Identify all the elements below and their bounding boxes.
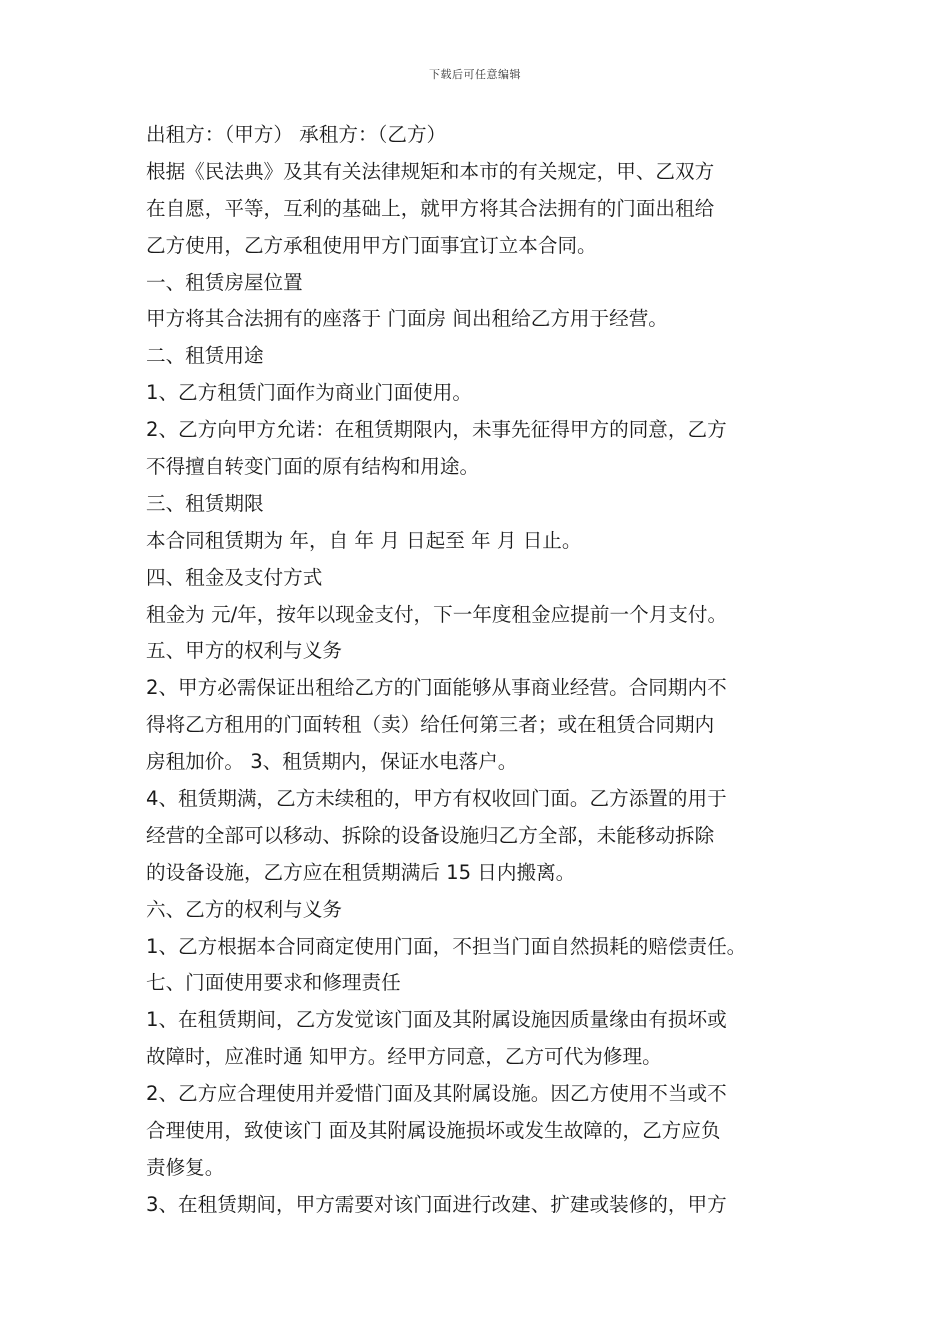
body-line: 2、乙方应合理使用并爱惜门面及其附属设施。因乙方使用不当或不 <box>146 1082 727 1106</box>
section-heading: 一、租赁房屋位置 <box>146 270 303 294</box>
body-line: 责修复。 <box>146 1155 225 1179</box>
body-line: 租金为 元/年，按年以现金支付，下一年度租金应提前一个月支付。 <box>146 602 728 626</box>
body-line: 2、乙方向甲方允诺：在租赁期限内，未事先征得甲方的同意，乙方 <box>146 418 727 442</box>
body-line: 经营的全部可以移动、拆除的设备设施归乙方全部，未能移动拆除 <box>146 823 715 847</box>
section-heading: 七、门面使用要求和修理责任 <box>146 971 401 995</box>
body-line: 乙方使用，乙方承租使用甲方门面事宜订立本合同。 <box>146 233 597 257</box>
section-heading: 五、甲方的权利与义务 <box>146 639 342 663</box>
body-line: 1、乙方根据本合同商定使用门面，不担当门面自然损耗的赔偿责任。 <box>146 934 747 958</box>
body-line: 房租加价。 3、租赁期内，保证水电落户。 <box>146 750 518 774</box>
section-heading: 四、租金及支付方式 <box>146 565 323 589</box>
body-line: 故障时，应准时通 知甲方。经甲方同意，乙方可代为修理。 <box>146 1045 662 1069</box>
section-heading: 二、租赁用途 <box>146 344 264 368</box>
body-line: 的设备设施，乙方应在租赁期满后 15 日内搬离。 <box>146 860 576 884</box>
body-line: 根据《民法典》及其有关法律规矩和本市的有关规定，甲、乙双方 <box>146 159 715 183</box>
body-line: 甲方将其合法拥有的座落于 门面房 间出租给乙方用于经营。 <box>146 307 668 331</box>
document-body <box>146 117 826 1224</box>
body-line: 得将乙方租用的门面转租（卖）给任何第三者；或在租赁合同期内 <box>146 713 715 737</box>
body-line: 在自愿，平等，互利的基础上，就甲方将其合法拥有的门面出租给 <box>146 196 715 220</box>
body-line: 3、在租赁期间，甲方需要对该门面进行改建、扩建或装修的，甲方 <box>146 1192 727 1216</box>
party-line: 出租方：（甲方） 承租方：（乙方） <box>146 123 447 146</box>
page-header-note: 下载后可任意编辑 <box>429 68 521 81</box>
body-line: 1、乙方租赁门面作为商业门面使用。 <box>146 381 472 405</box>
body-line: 不得擅自转变门面的原有结构和用途。 <box>146 455 480 479</box>
body-line: 1、在租赁期间，乙方发觉该门面及其附属设施因质量缘由有损坏或 <box>146 1008 727 1032</box>
section-heading: 六、乙方的权利与义务 <box>146 897 342 921</box>
section-heading: 三、租赁期限 <box>146 491 264 515</box>
body-line: 合理使用，致使该门 面及其附属设施损坏或发生故障的，乙方应负 <box>146 1119 721 1143</box>
body-line: 本合同租赁期为 年，自 年 月 日起至 年 月 日止。 <box>146 528 582 552</box>
body-line: 4、租赁期满，乙方未续租的，甲方有权收回门面。乙方添置的用于 <box>146 787 727 811</box>
body-line: 2、甲方必需保证出租给乙方的门面能够从事商业经营。合同期内不 <box>146 676 727 700</box>
